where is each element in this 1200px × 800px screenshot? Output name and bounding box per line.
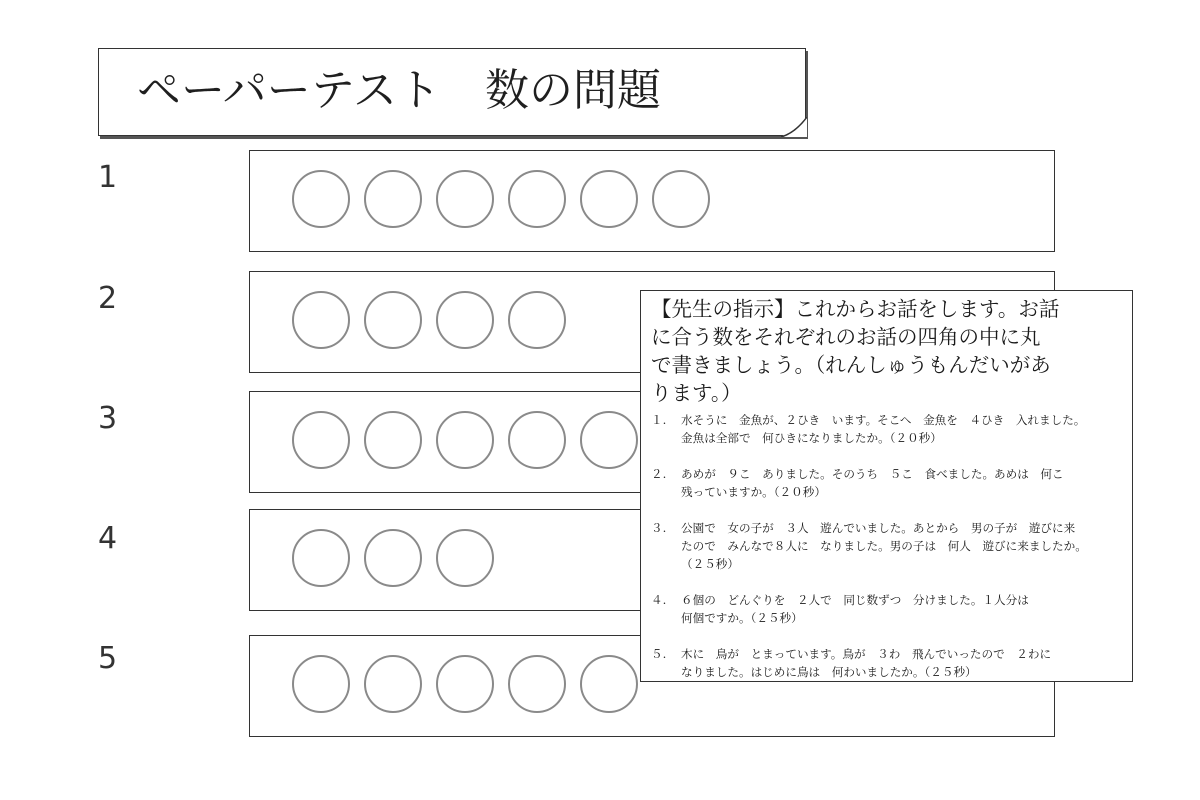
instruction-item-text: 残っていますか。（２０秒） (681, 485, 826, 499)
answer-circle[interactable] (364, 655, 422, 713)
answer-circle[interactable] (292, 655, 350, 713)
instruction-item-text: たので みんなで８人に なりました。男の子は 何人 遊びに来ましたか。 (681, 539, 1087, 553)
question-number: 2 (98, 281, 118, 316)
answer-circle[interactable] (292, 170, 350, 228)
answer-circle[interactable] (436, 411, 494, 469)
question-1-box (249, 150, 1055, 252)
question-number: 1 (98, 160, 118, 195)
instruction-item-text: 公園で 女の子が ３人 遊んでいました。あとから 男の子が 遊びに来 (681, 521, 1076, 535)
instruction-item (651, 591, 1124, 627)
answer-circle[interactable] (580, 411, 638, 469)
answer-circle[interactable] (364, 291, 422, 349)
answer-circle[interactable] (364, 170, 422, 228)
title-box (98, 48, 806, 136)
instruction-item-text: 何個ですか。（２５秒） (681, 611, 803, 625)
answer-circle[interactable] (364, 529, 422, 587)
question-number: 3 (98, 401, 118, 436)
question-number: 5 (98, 641, 118, 676)
instruction-item-text: あめが ９こ ありました。そのうち ５こ 食べました。あめは 何こ (681, 467, 1064, 481)
answer-circle[interactable] (436, 529, 494, 587)
instruction-item-number: ４. (651, 593, 667, 607)
instruction-item-text: 金魚は全部で 何ひきになりましたか。（２０秒） (681, 431, 942, 445)
answer-circle[interactable] (652, 170, 710, 228)
instruction-item-text: 水そうに 金魚が、２ひき います。そこへ 金魚を ４ひき 入れました。 (681, 413, 1086, 427)
answer-circle[interactable] (436, 655, 494, 713)
answer-circle[interactable] (508, 291, 566, 349)
instruction-items (651, 411, 1124, 681)
answer-circle[interactable] (508, 411, 566, 469)
instruction-item-text: ６個の どんぐりを ２人で 同じ数ずつ 分けました。１人分は (681, 593, 1029, 607)
answer-circle[interactable] (436, 291, 494, 349)
page-curl-icon (781, 117, 807, 137)
instruction-item-number: １. (651, 413, 667, 427)
answer-circle[interactable] (436, 170, 494, 228)
instruction-item-number: ３. (651, 521, 667, 535)
instructions-header-line: ります。） (651, 381, 742, 405)
instructions-header-line: で書きましょう。（れんしゅうもんだいがあ (651, 353, 1051, 377)
instruction-item (651, 519, 1124, 573)
instruction-item-text: なりました。はじめに鳥は 何わいましたか。（２５秒） (681, 665, 977, 679)
answer-circle[interactable] (292, 529, 350, 587)
instruction-item-text: （２５秒） (681, 557, 739, 571)
instruction-item-number: ５. (651, 647, 667, 661)
instruction-item (651, 465, 1124, 501)
answer-circle[interactable] (580, 170, 638, 228)
question-number: 4 (98, 521, 118, 556)
answer-circle[interactable] (292, 411, 350, 469)
answer-circle[interactable] (508, 170, 566, 228)
instructions-header-line: に合う数をそれぞれのお話の四角の中に丸 (651, 325, 1041, 349)
answer-circle[interactable] (364, 411, 422, 469)
instructions-header (651, 295, 1124, 407)
instruction-item-number: ２. (651, 467, 667, 481)
instruction-item (651, 645, 1124, 681)
answer-circle[interactable] (580, 655, 638, 713)
teacher-instructions-panel (640, 290, 1133, 682)
page-title: ペーパーテスト 数の問題 (137, 65, 662, 116)
answer-circle[interactable] (508, 655, 566, 713)
instruction-item-text: 木に 鳥が とまっています。鳥が ３わ 飛んでいったので ２わに (681, 647, 1052, 661)
instructions-header-line: 【先生の指示】これからお話をします。お話 (651, 297, 1060, 321)
answer-circle[interactable] (292, 291, 350, 349)
instruction-item (651, 411, 1124, 447)
